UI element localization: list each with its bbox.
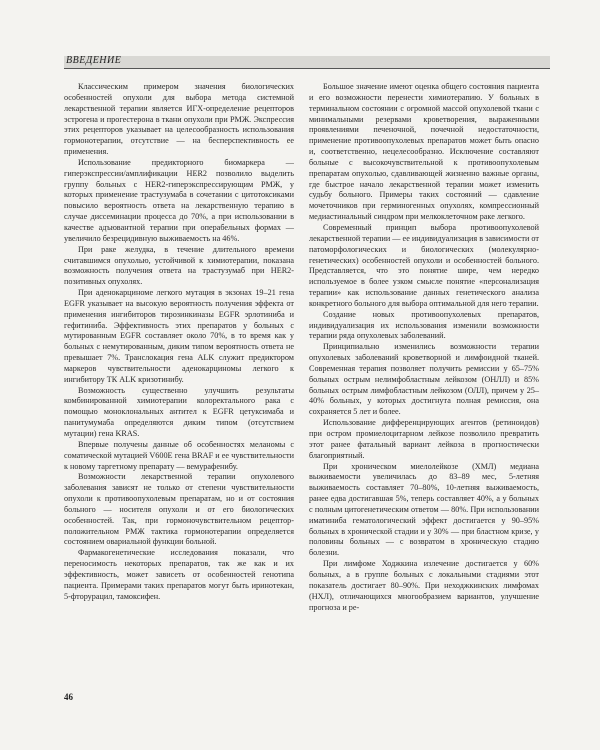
right-column xyxy=(309,82,539,613)
paragraph: При хроническом миелолейкозе (ХМЛ) медиана выживаемости увеличилась до 83–89 мес, 5-летняя выживаемость составляет 70–80%, 10-летняя выживаемость, ранее едва достигавшая 5%, теперь составляет 40%, а у больных с полным цитогенетическим ответом — 80%. При использовании иматиниба гематологический эффект достигается у 90–95% больных в хронической стадии и у 30% — при бластном кризе, у половины больных — с возвратом в хроническую стадию болезни. xyxy=(309,461,539,558)
paragraph: При аденокарциноме легкого мутация в экзонах 19–21 гена EGFR указывает на высокую вероятность получения эффекта от применения ингибиторов тирозинкиназы EGFR эрлотиниба и гефитиниба. Эффективность этих препаратов у больных с мутированным EGFR составляет около 70%, в то время как у больных с немутированным, диким типом вероятность ответа не превышает 7%. Транслокация гена ALK служит предиктором маркеров чувствительности аденокарциномы легкого к ингибитору ТК ALK кризотинибу. xyxy=(64,288,294,384)
paragraph: Большое значение имеют оценка общего состояния пациента и его возможности перенести химиотерапию. У больных в терминальном состоянии с огромной массой опухолевой ткани с минимальными резервами кроветворения, выраженными проявлениями печеночной, почечной недостаточности, применение противоопухолевых препаратов может быть опасно и, соответственно, нецелесообразно. Исключение составляют больные с высокочувствительной к противоопухолевым препаратам опухолью, сдавливающей жизненно важные органы, где быстрое начало лекарственной терапии может изменить судьбу больного. Примеры таких состояний — сдавление мочеточников при герминогенных опухолях, компрессионный медиастинальный синдром при мелкоклеточном раке легкого. xyxy=(309,82,539,222)
paragraph: Впервые получены данные об особенностях меланомы с соматической мутацией V600E гена BRAF и ее чувствительности к новому таргетному препарату — вемурафенибу. xyxy=(64,439,294,471)
paragraph: Использование предикторного биомаркера — гиперэкспрессии/амплификации HER2 позволило выделить группу больных с HER2-гиперэкспрессирующим РМЖ, у которых применение трастузумаба в сочетании с цитотоксиками повысило вероятность ответа на лекарственную терапию в случае диссеминации процесса до 70%, а при использовании в качестве адъювантной терапии при операбельных формах — увеличило безрецидивную выживаемость на 46%. xyxy=(64,157,294,243)
header-rule xyxy=(64,68,550,69)
paragraph: Классическим примером значения биологических особенностей опухоли для выбора метода системной лекарственной терапии является ИГХ-определение рецепторов эстрогена и прогестерона в ткани опухоли при РМЖ. Экспрессия этих рецепторов указывает на целесообразность использования гормонотерапии, отсутствие — на бесперспективность ее применения. xyxy=(64,82,294,157)
paragraph: Возможность существенно улучшить результаты комбинированной химиотерапии колоректального рака с помощью моноклональных антител к EGFR цетуксимаба и панитумумаба определяются диким типом (отсутствием мутации) гена KRAS. xyxy=(64,385,294,438)
paragraph: При лимфоме Ходжкина излечение достигается у 60% больных, а в группе больных с локальными стадиями этот показатель достигает 80–90%. При неходжкинских лимфомах (НХЛ), отличающихся многообразием вариантов, улучшение прогноза и ре- xyxy=(309,559,539,612)
paragraph: Использование дифференцирующих агентов (ретиноидов) при остром промиелоцитарном лейкозе позволило превратить этот ранее фатальный вариант лейкоза в прогностически благоприятный. xyxy=(309,418,539,460)
left-column xyxy=(64,82,294,603)
paragraph: При раке желудка, в течение длительного времени считавшимся опухолью, устойчивой к химиотерапии, показана возможность получения ответа на трастузумаб при HER2-позитивных опухолях. xyxy=(64,244,294,287)
section-header-title: ВВЕДЕНИЕ xyxy=(66,55,122,66)
paragraph: Фармакогенетические исследования показали, что переносимость некоторых препаратов, так же как и их эффективность, может зависеть от особенностей генотипа пациента. Примерами таких препаратов могут быть иринотекан, 5-фторурацил, тамоксифен. xyxy=(64,548,294,601)
paragraph: Современный принцип выбора противоопухолевой лекарственной терапии — ее индивидуализация в зависимости от патоморфологических и биологических (молекулярно-генетических) особенностей опухоли и особенностей больного. Представляется, что это понятие шире, чем нередко используемое в более узком смысле понятие «персонализация терапии» как использование данных генетического анализа конкретного больного для выбора оптимальной для него терапии. xyxy=(309,222,539,308)
paragraph: Принципиально изменились возможности терапии опухолевых заболеваний кроветворной и лимфоидной тканей. Современная терапия позволяет получить ремиссии у 65–75% больных острым нелимфобластным лейкозом (ОНЛЛ) и 85% больных острым лимфобластным лейкозом (ОЛЛ), причем у 25–40% больных, у которых достигнута полная ремиссия, она сохраняется 5 лет и более. xyxy=(309,342,539,417)
paragraph: Возможности лекарственной терапии опухолевого заболевания зависят не только от степени чувствительности опухоли к противоопухолевым препаратам, но и от состояния больного — носителя опухоли и от его биологических особенностей. Так, при гормоночувствительном рецептор-положительном РМЖ тактика гормонотерапии определяется состоянием овариальной функции больной. xyxy=(64,472,294,547)
paragraph: Создание новых противоопухолевых препаратов, индивидуализация их использования изменили возможности терапии ряда опухолевых заболеваний. xyxy=(309,309,539,341)
page-number: 46 xyxy=(64,692,73,702)
header-band xyxy=(64,56,550,68)
